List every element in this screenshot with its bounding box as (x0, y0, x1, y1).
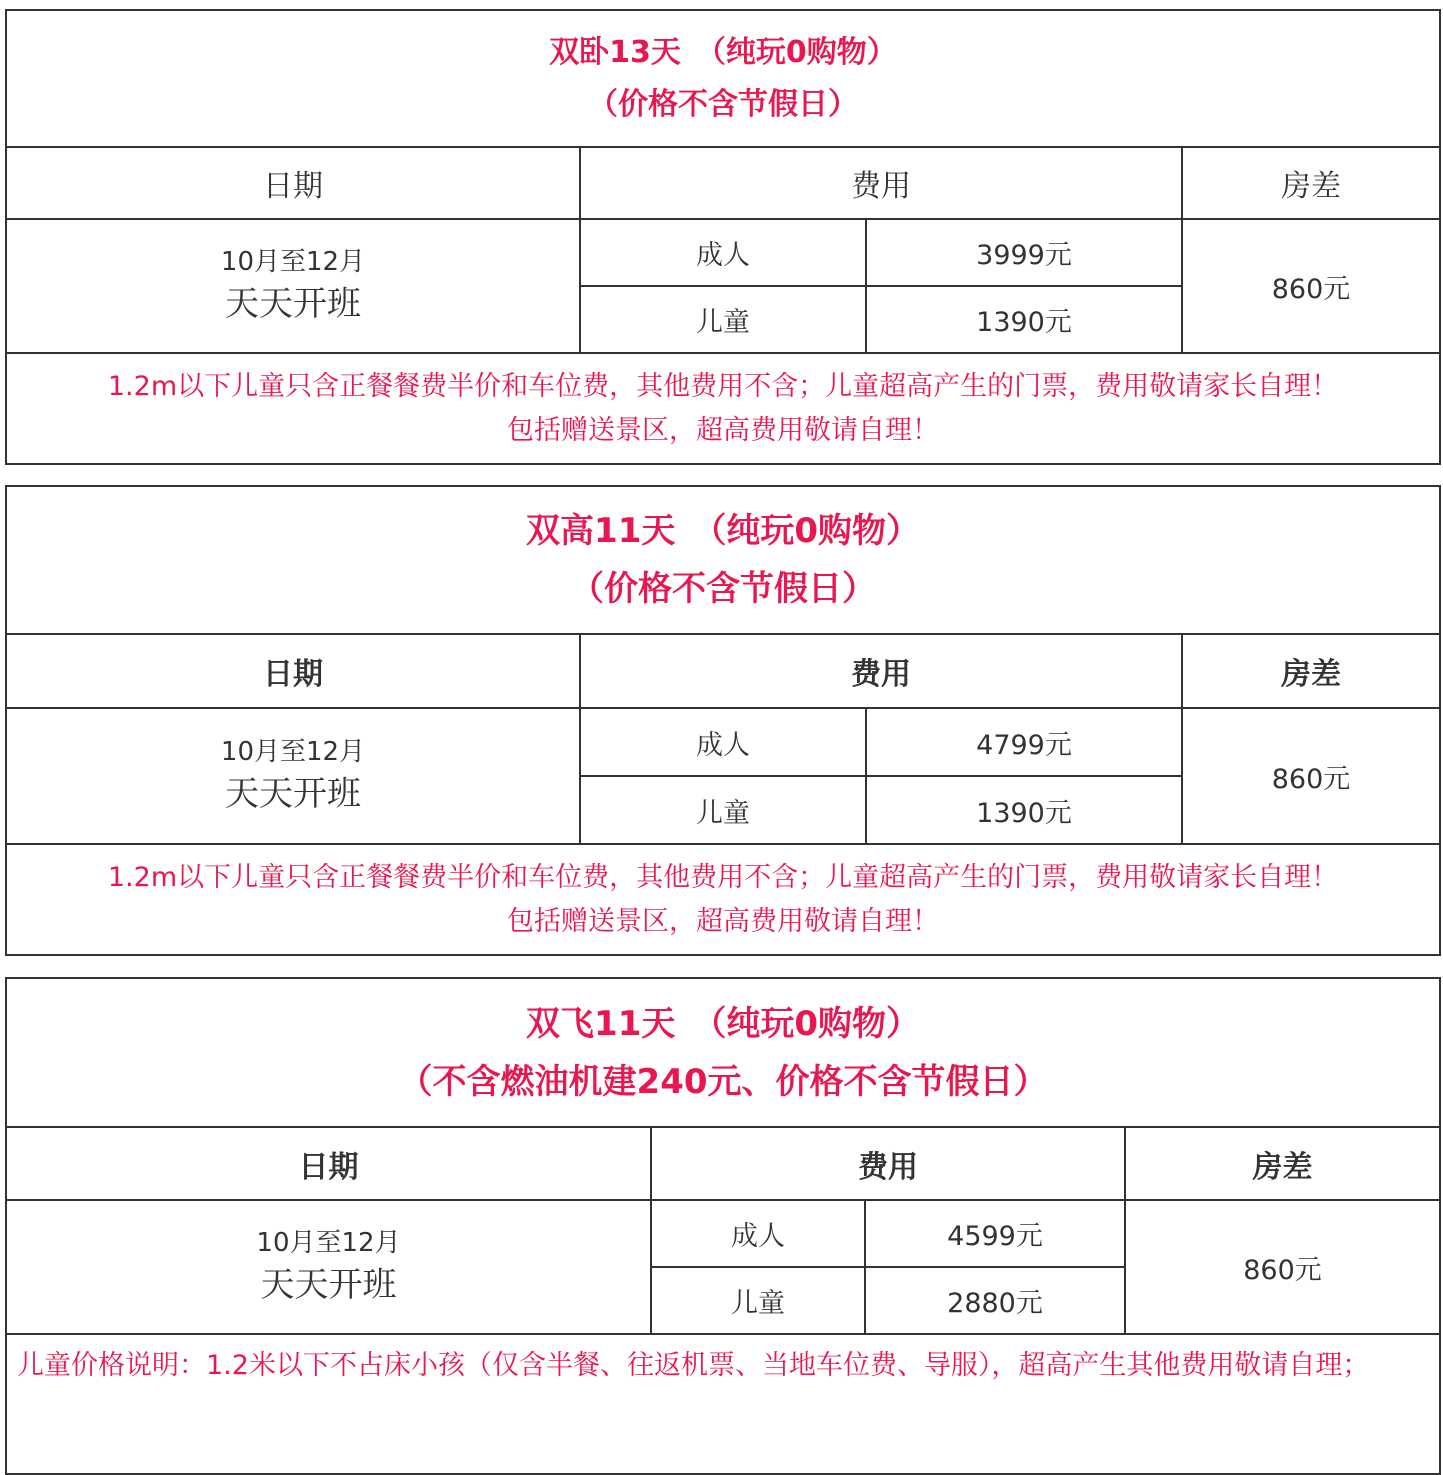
header-date: 日期 (6, 634, 580, 708)
title-line-2: （价格不含节假日） (588, 86, 858, 122)
title-line-2: （不含燃油机建240元、价格不含节假日） (398, 1061, 1048, 1102)
child-label: 儿童 (651, 1267, 865, 1334)
room-diff-value: 860元 (1125, 1200, 1440, 1334)
adult-label: 成人 (580, 219, 866, 286)
title-line-1: 双高11天 （纯玩0购物） (526, 511, 921, 551)
price-table-1 (5, 9, 1441, 465)
adult-price: 3999元 (866, 219, 1182, 286)
adult-price: 4599元 (865, 1200, 1125, 1267)
note-line-1: 1.2m以下儿童只含正餐餐费半价和车位费，其他费用不含；儿童超高产生的门票，费用敬请家长自理！ (107, 861, 1339, 893)
child-label: 儿童 (580, 286, 866, 353)
date-cell (6, 219, 580, 353)
header-room-diff: 房差 (1125, 1127, 1440, 1200)
note-line-2: 包括赠送景区，超高费用敬请自理！ (507, 414, 939, 446)
date-cell (6, 1200, 651, 1334)
note-cell (6, 353, 1440, 464)
title-line-2: （价格不含节假日） (570, 569, 877, 609)
note-cell (6, 1334, 1440, 1474)
header-room-diff: 房差 (1182, 634, 1440, 708)
room-diff-value: 860元 (1182, 708, 1440, 844)
note-line-2: 包括赠送景区，超高费用敬请自理！ (507, 905, 940, 937)
date-range: 10月至12月 (220, 737, 366, 767)
header-date: 日期 (6, 147, 580, 219)
header-date: 日期 (6, 1127, 651, 1200)
header-fee: 费用 (580, 147, 1182, 219)
date-range: 10月至12月 (220, 247, 366, 277)
title-line-1: 双卧13天 （纯玩0购物） (549, 34, 897, 70)
header-room-diff: 房差 (1182, 147, 1440, 219)
child-price-note: 儿童价格说明：1.2米以下不占床小孩（仅含半餐、往返机票、当地车位费、导服），超高产生其他费用敬请自理； (17, 1350, 1370, 1381)
price-table-2 (5, 485, 1441, 956)
adult-price: 4799元 (866, 708, 1182, 776)
child-label: 儿童 (580, 776, 866, 844)
header-fee: 费用 (580, 634, 1182, 708)
adult-label: 成人 (651, 1200, 865, 1267)
date-cell (6, 708, 580, 844)
note-cell (6, 844, 1440, 955)
note-line-1: 1.2m以下儿童只含正餐餐费半价和车位费，其他费用不含；儿童超高产生的门票，费用敬请家长自理！ (107, 370, 1339, 402)
child-price: 2880元 (865, 1267, 1125, 1334)
table-title (6, 486, 1440, 634)
schedule: 天天开班 (260, 1265, 397, 1305)
adult-label: 成人 (580, 708, 866, 776)
child-price: 1390元 (866, 286, 1182, 353)
child-price: 1390元 (866, 776, 1182, 844)
header-fee: 费用 (651, 1127, 1125, 1200)
table-title (6, 10, 1440, 147)
schedule: 天天开班 (225, 284, 361, 324)
price-table-3 (5, 977, 1441, 1475)
table-title (6, 978, 1440, 1127)
date-range: 10月至12月 (256, 1228, 401, 1258)
room-diff-value: 860元 (1182, 219, 1440, 353)
title-line-1: 双飞11天 （纯玩0购物） (526, 1003, 921, 1044)
schedule: 天天开班 (225, 774, 361, 814)
